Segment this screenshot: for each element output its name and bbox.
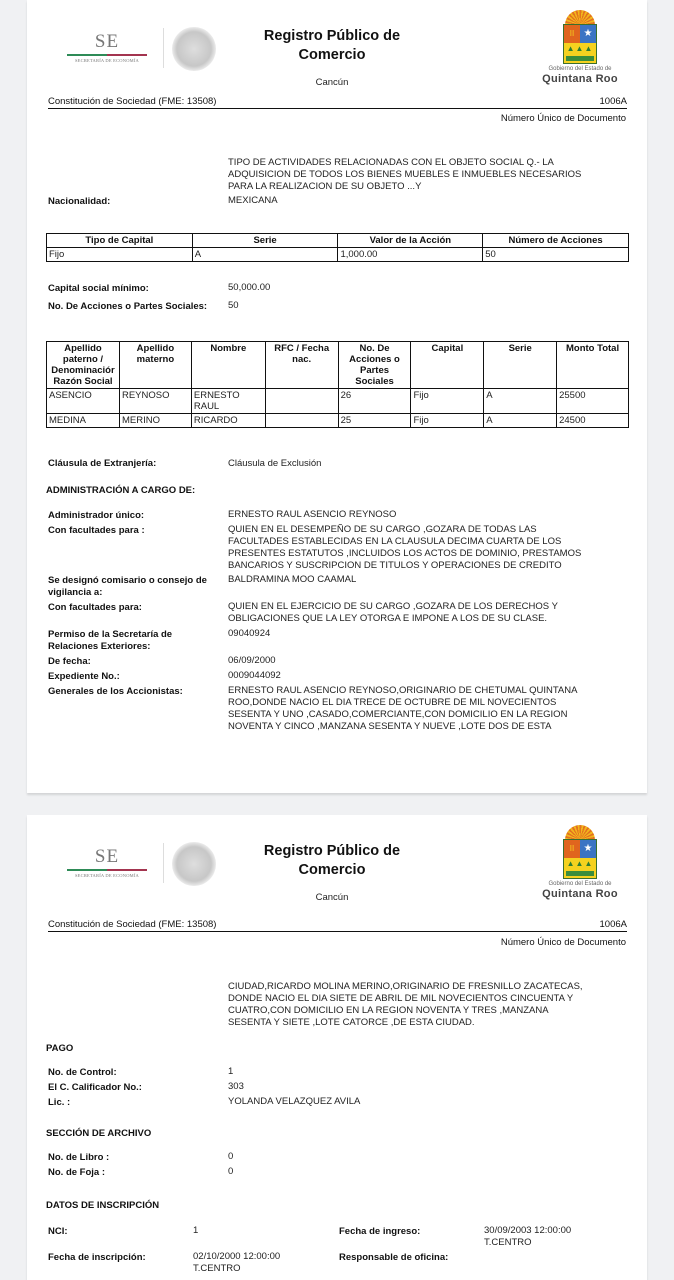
secretaria-economia-logo <box>67 32 147 63</box>
column-header: Monto Total <box>557 342 629 389</box>
column-header: Tipo de Capital <box>47 234 193 248</box>
se-subtitle: SECRETARÍA DE ECONOMÍA <box>74 58 140 63</box>
no-foja-value: 0 <box>228 1166 234 1177</box>
table-row <box>47 414 629 428</box>
capital-minimo-label: Capital social mínimo: <box>48 283 149 294</box>
column-header: Número de Acciones <box>483 234 629 248</box>
archivo-heading: SECCIÓN DE ARCHIVO <box>46 1128 152 1139</box>
quintana-roo-shield-icon: II ★ ▲▲▲ <box>561 10 599 65</box>
facultades-admin-value: QUIEN EN EL DESEMPEÑO DE SU CARGO ,GOZARA DE TODAS LAS FACULTADES ESTABLECIDAS EN LA CLAUSULA DECIMA CUARTA DE LOS PRESENTES ESTATUTOS ,INCLUIDOS LOS ACTOS DE DOMINIO, PRESTAMOS BANCARIOS Y SUSCRIPCION DE TITULOS Y OPERACIONES DE CREDITO <box>228 524 582 571</box>
no-acciones-label: No. De Acciones o Partes Sociales: <box>48 301 208 312</box>
document-type: Constitución de Sociedad (FME: 13508) <box>48 96 217 107</box>
comisario-label: Se designó comisario o consejo de vigilancia a: <box>48 575 207 598</box>
calificador-value: 303 <box>228 1081 244 1092</box>
generales-label: Generales de los Accionistas: <box>48 686 183 697</box>
no-libro-label: No. de Libro : <box>48 1152 110 1163</box>
document-number-label: Número Único de Documento <box>500 937 626 948</box>
table-header-row <box>47 342 629 389</box>
table-cell: Fijo <box>47 248 193 262</box>
document-page-2 <box>27 815 647 1280</box>
table-cell: 26 <box>338 389 411 414</box>
table-cell: ASENCIO <box>47 389 120 414</box>
comisario-value: BALDRAMINA MOO CAAMAL <box>228 574 357 585</box>
qroo-logo-small-text: Gobierno del Estado de <box>548 881 612 887</box>
se-color-bar <box>67 54 147 56</box>
quintana-roo-logo <box>535 825 625 900</box>
se-color-bar <box>67 869 147 871</box>
table-header-row <box>47 234 629 248</box>
text-line: ADQUISICION DE TODOS LOS BIENES MUEBLES E INMUEBLES NECESARIOS <box>228 169 582 180</box>
clausula-value: Cláusula de Exclusión <box>228 458 322 469</box>
calificador-label: El C. Calificador No.: <box>48 1082 142 1093</box>
table-cell: MEDINA <box>47 414 120 428</box>
quintana-roo-logo <box>535 10 625 85</box>
inscripcion-heading: DATOS DE INSCRIPCIÓN <box>46 1200 160 1211</box>
logo-divider <box>163 843 164 883</box>
table-cell: Fijo <box>411 414 484 428</box>
se-subtitle: SECRETARÍA DE ECONOMÍA <box>74 873 140 878</box>
responsable-label: Responsable de oficina: <box>339 1252 449 1263</box>
clausula-label: Cláusula de Extranjería: <box>48 458 157 469</box>
no-control-value: 1 <box>228 1066 234 1077</box>
column-header: Serie <box>484 342 557 389</box>
generales-continuation: CIUDAD,RICARDO MOLINA MERINO,ORIGINARIO DE FRESNILLO ZACATECAS, DONDE NACIO EL DIA SIETE DE ABRIL DE MIL NOVECIENTOS CINCUENTA Y CUATRO,CON DOMICILIO EN LA REGION NOVENTA Y TRES ,MANZANA SESENTA Y SIETE ,LOTE CATORCE ,DE ESTA CIUDAD. <box>228 981 583 1028</box>
column-header: Nombre <box>191 342 265 389</box>
generales-value: ERNESTO RAUL ASENCIO REYNOSO,ORIGINARIO DE CHETUMAL QUINTANA ROO,DONDE NACIO EL DIA TRECE DE OCTUBRE DE MIL NOVECIENTOS SESENTA Y UNO ,CASADO,COMERCIANTE,CON DOMICILIO EN LA REGION NOVENTA Y CINCO ,MANZANA SESENTA Y NUEVE ,LOTE DOS DE ESTA <box>228 685 578 732</box>
document-type: Constitución de Sociedad (FME: 13508) <box>48 919 217 930</box>
table-cell: ERNESTO RAUL <box>191 389 265 414</box>
table-cell: A <box>484 389 557 414</box>
column-header: Apellido paterno / Denominaciór Razón Social <box>47 342 120 389</box>
column-header: Serie <box>192 234 338 248</box>
column-header: Valor de la Acción <box>338 234 483 248</box>
table-cell: REYNOSO <box>119 389 191 414</box>
expediente-value: 0009044092 <box>228 670 281 681</box>
fecha-inscripcion-value: 02/10/2000 12:00:00 T.CENTRO <box>193 1251 281 1274</box>
table-cell: 24500 <box>557 414 629 428</box>
nacionalidad-label: Nacionalidad: <box>48 196 111 207</box>
permiso-sre-label: Permiso de la Secretaría de Relaciones Exteriores: <box>48 629 173 652</box>
fecha-inscripcion-label: Fecha de inscripción: <box>48 1252 146 1263</box>
capital-minimo-value: 50,000.00 <box>228 282 271 293</box>
se-initials: SE <box>94 31 120 52</box>
lic-label: Lic. : <box>48 1097 71 1108</box>
no-libro-value: 0 <box>228 1151 234 1162</box>
title-line-1: Registro Público de <box>263 843 401 859</box>
nacionalidad-value: MEXICANA <box>228 195 278 206</box>
document-number: 1006A <box>599 919 627 930</box>
administracion-heading: ADMINISTRACIÓN A CARGO DE: <box>46 485 196 496</box>
expediente-label: Expediente No.: <box>48 671 120 682</box>
column-header: RFC / Fecha nac. <box>265 342 338 389</box>
qroo-logo-small-text: Gobierno del Estado de <box>548 66 612 72</box>
table-cell: A <box>484 414 557 428</box>
capital-table <box>46 233 629 262</box>
title-line-2: Comercio <box>298 862 366 878</box>
fecha-ingreso-label: Fecha de ingreso: <box>339 1226 421 1237</box>
column-header: Capital <box>411 342 484 389</box>
page-title <box>237 27 427 65</box>
table-cell: A <box>192 248 338 262</box>
table-cell: 50 <box>483 248 629 262</box>
title-line-2: Comercio <box>298 47 366 63</box>
table-row <box>47 389 629 414</box>
permiso-sre-value: 09040924 <box>228 628 271 639</box>
document-number: 1006A <box>599 96 627 107</box>
column-header: Apellido materno <box>119 342 191 389</box>
se-initials: SE <box>94 846 120 867</box>
facultades-admin-label: Con facultades para : <box>48 525 145 536</box>
pago-heading: PAGO <box>46 1043 74 1054</box>
document-header-line <box>48 919 627 932</box>
lic-value: YOLANDA VELAZQUEZ AVILA <box>228 1096 361 1107</box>
objeto-social-text <box>228 157 628 193</box>
table-cell: 25 <box>338 414 411 428</box>
no-acciones-value: 50 <box>228 300 239 311</box>
fecha-ingreso-value: 30/09/2003 12:00:00 T.CENTRO <box>484 1225 572 1248</box>
mexico-seal-icon <box>172 842 216 886</box>
socios-table <box>46 341 629 428</box>
de-fecha-value: 06/09/2000 <box>228 655 276 666</box>
nci-label: NCI: <box>48 1226 68 1237</box>
table-row <box>47 248 629 262</box>
text-line: TIPO DE ACTIVIDADES RELACIONADAS CON EL OBJETO SOCIAL Q.- LA <box>228 157 554 168</box>
city: Cancún <box>315 892 349 903</box>
table-cell: 1,000.00 <box>338 248 483 262</box>
qroo-logo-name: Quintana Roo <box>542 888 618 900</box>
no-foja-label: No. de Foja : <box>48 1167 105 1178</box>
table-cell: RICARDO <box>191 414 265 428</box>
quintana-roo-shield-icon: II ★ ▲▲▲ <box>561 825 599 880</box>
secretaria-economia-logo <box>67 847 147 878</box>
text-line: PARA LA REALIZACION DE SU OBJETO ...Y <box>228 181 422 192</box>
mexico-seal-icon <box>172 27 216 71</box>
nci-value: 1 <box>193 1225 199 1236</box>
document-page-1 <box>27 0 647 793</box>
title-line-1: Registro Público de <box>263 28 401 44</box>
table-cell <box>265 414 338 428</box>
document-number-label: Número Único de Documento <box>500 113 626 124</box>
facultades-comisario-label: Con facultades para: <box>48 602 142 613</box>
logo-divider <box>163 28 164 68</box>
administrador-label: Administrador único: <box>48 510 145 521</box>
column-header: No. De Acciones o Partes Sociales <box>338 342 411 389</box>
no-control-label: No. de Control: <box>48 1067 117 1078</box>
table-cell: MERINO <box>119 414 191 428</box>
de-fecha-label: De fecha: <box>48 656 91 667</box>
page-title <box>237 842 427 880</box>
table-cell <box>265 389 338 414</box>
facultades-comisario-value: QUIEN EN EL EJERCICIO DE SU CARGO ,GOZARA DE LOS DERECHOS Y OBLIGACIONES QUE LA LEY OTORGA E IMPONE A LOS DE SU CLASE. <box>228 601 558 624</box>
table-cell: Fijo <box>411 389 484 414</box>
document-header-line <box>48 96 627 109</box>
qroo-logo-name: Quintana Roo <box>542 73 618 85</box>
administrador-value: ERNESTO RAUL ASENCIO REYNOSO <box>228 509 397 520</box>
city: Cancún <box>315 77 349 88</box>
table-cell: 25500 <box>557 389 629 414</box>
